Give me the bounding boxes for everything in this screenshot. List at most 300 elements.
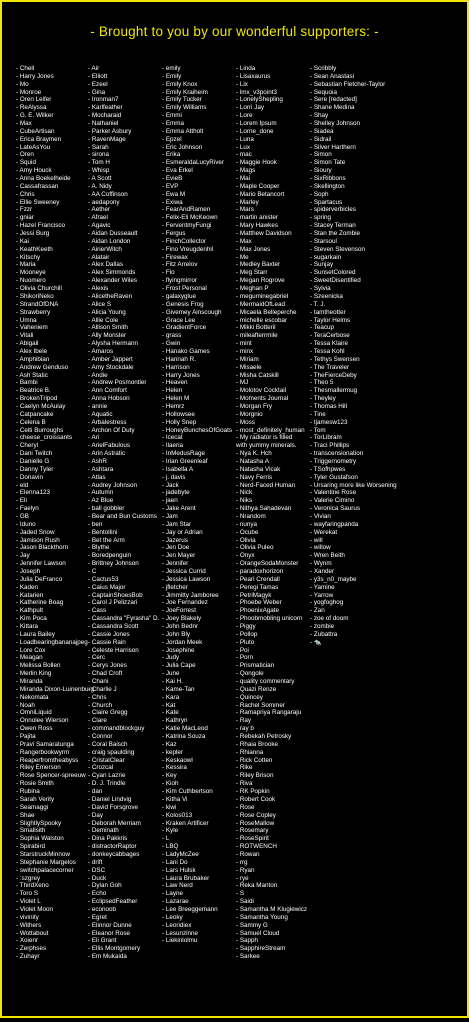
supporter-name: - Kathryn [162,717,188,725]
supporter-name: - TSofhpwes [310,465,346,473]
supporter-name: - Jay [16,552,30,560]
supporter-name: - BrokenTripod [16,395,58,403]
supporter-name: - Harrison [162,363,190,371]
supporter-name: - Lix [236,80,248,88]
supporter-name: - Ari [88,434,100,442]
supporter-name: - Law Nerd [162,882,193,890]
supporter-name: - transcensionation [310,450,364,458]
supporter-name: - Fitz Arrelov [162,261,198,269]
supporter-name: - Agavic [88,222,111,230]
supporter-name: - Celeste Harrison [88,646,139,654]
supporter-name: - AlicetheRaven [88,292,133,300]
supporter-name: - Beatrice B. [16,387,51,395]
supporter-name: - will [310,536,323,544]
supporter-name: - Allie Cole [88,316,119,324]
supporter-name: - Mocharaid [88,112,122,120]
supporter-name: - InMedusRage [162,450,206,458]
supporter-name: - Hanako Games [162,347,210,355]
supporter-name: - Jaded Snow [16,528,55,536]
supporter-name: - Sioury [310,167,332,175]
supporter-name: - Andie [88,371,108,379]
supporter-name: - Olivia Puleo [236,544,274,552]
supporter-name: - Rachel Sommer [236,701,285,709]
supporter-name: - Josephine [162,646,195,654]
supporter-name: - tamtheotter [310,308,346,316]
supporter-name: - tjamesw123 [310,418,348,426]
supporters-column-2 [88,65,158,961]
supporter-name: - Max Jones [236,245,271,253]
supporter-name: - Fzzr [16,206,33,214]
supporter-name: - Gwin [162,340,181,348]
supporter-name: - Sylvia [310,285,331,293]
supporter-name: - L [162,835,170,843]
supporter-name: - Shay [310,112,329,120]
supporter-name: - Judy [162,654,180,662]
supporter-name: - John Bednr [162,623,199,631]
supporter-name: - G. E. Wilker [16,112,54,120]
supporter-name: - Yarrow [310,591,334,599]
supporter-name: - Lorri Jay [236,104,264,112]
supporter-name: - Luna [236,135,254,143]
supporter-name: - Megan Rogrove [236,277,285,285]
supporter-name: - AirierWitch [88,245,122,253]
supporter-name: - EVP [162,182,179,190]
supporter-name: - Andrew Genduso [16,363,69,371]
supporter-name: - Exiwa [162,198,183,206]
supporter-name: - Kitha Vi [162,795,188,803]
supporter-name: - Kara [162,693,180,701]
supporter-name: - Karlfeather [88,104,123,112]
supporter-name: - Pearl Crendall [236,575,280,583]
supporter-name: - Caius Major [88,583,126,591]
supporter-name: - Arin Astratic [88,450,126,458]
supporter-name: - RoseMallow [236,819,275,827]
supporter-name: - Brittney Johnson [88,560,139,568]
supporter-name: - Tyler Gustafson [310,473,358,481]
supporter-name: - zombie [310,623,335,631]
supporter-name: - nunya [236,520,258,528]
supporter-name: - Jessi Burg [16,230,50,238]
supporter-name: - Gina [88,88,106,96]
supporter-name: - Sequoia [310,88,337,96]
supporter-name: - Arbalestress [88,418,127,426]
supporter-name: - Violet L [16,898,41,906]
supporter-name: - Porn [236,654,254,662]
supporter-name: - Sapph [236,937,259,945]
supporter-name: - Katherine Boag [16,599,64,607]
supporter-name: - Violet Moon [16,905,53,913]
supporter-name: - EvieB [162,175,183,183]
supporter-name: - RavenMage [88,135,126,143]
supporter-name: - ben [88,520,103,528]
supporter-name: - S [236,890,245,898]
supporter-name: - econoob [88,905,117,913]
supporter-name: - Owen Ross [16,725,53,733]
supporter-name: - Ellis Montgomery [88,945,141,953]
supporter-name: - Duck [88,874,107,882]
supporter-name: - Jamison Rush [16,536,60,544]
supporter-name: - Andrew Posmontier [88,379,147,387]
supporter-name: - Veronica Saurus [310,505,361,513]
supporter-name: - Charlie J [88,685,117,693]
supporter-name: - Catpancake [16,410,54,418]
supporter-name: - Sere [redacted] [310,96,357,104]
supporter-name: - Jimmitty Jamboree [162,591,219,599]
supporter-name: - Teacup [310,324,335,332]
supporter-name: - Elinnor Dunne [88,921,132,929]
supporter-name: - mint [236,340,252,348]
supporter-name: - SweetDisentified [310,277,361,285]
supporter-name: - Amy Houck [16,167,52,175]
supporter-name: - StrandOfDNA [16,300,59,308]
supporter-name: - Julia DeFranco [16,575,63,583]
supporter-name: - Ursaring more like Worsening [310,481,397,489]
supporter-name: - Katarien [16,591,44,599]
supporter-name: - Amy Stockdale [88,363,134,371]
supporter-name: - Epzel [162,135,182,143]
supporter-name: - Aidan Dusseault [88,230,138,238]
supporter-name: - Erika [162,151,181,159]
supporter-name: - kepler [162,748,183,756]
supporter-name: - Quazi Renze [236,685,277,693]
supporter-name: - craig spaulding [88,748,135,756]
supporter-name: - Melissa Bollen [16,662,61,670]
supporter-name: - Joey Blakely [162,615,202,623]
supporter-name: - Danny Tyler [16,465,54,473]
supporter-name: - flyingmirror [162,277,197,285]
supporter-name: - Leoridiex [162,921,192,929]
supporter-name: - jadebyte [162,489,190,497]
supporter-name: - Allison Smith [88,324,128,332]
supporter-name: - Cassandra "Fyrasha" D. [88,615,160,623]
supporter-name: - annie [88,402,108,410]
supporter-name: - spring [310,214,331,222]
supporter-name: - FerventmyFungi [162,222,212,230]
supporter-name: - Isabella A [162,465,194,473]
supporter-name: - Rhianna [236,748,264,756]
supporter-name: - Anna Boekelheide [16,175,71,183]
supporter-name: - Max [16,120,32,128]
supporter-name: - Natasha A [236,457,269,465]
supporter-name: - Kioh [162,780,179,788]
supporter-name: - Archon Of Duty [88,426,135,434]
supporter-name: - John Bly [162,630,190,638]
supporter-name: - ray b [236,725,254,733]
supporter-name: - Donavin [16,473,43,481]
supporter-name: - Mars [236,206,254,214]
supporter-name: - Celti Burroughs [16,426,64,434]
supporter-name: - Coral Baisch [88,740,128,748]
supporter-name: - Emily Tucker [162,96,202,104]
supporter-name: - rye [236,874,249,882]
supporter-name: - Rose [236,803,255,811]
supporter-name: - Harry Jones [16,72,54,80]
supporter-name: - Reaperfromtheabyss [16,756,79,764]
supporter-name: - Meg Starr [236,269,268,277]
supporter-name: - A. Nidy [88,182,112,190]
supporter-name: - Valentine Rose [310,489,357,497]
supporter-name: - EclipsedFeather [88,898,138,906]
supporter-name: - donkeycabbages [88,850,140,858]
supporter-name: - Laura Bailey [16,630,55,638]
supporter-name: - Moments Journal [236,395,289,403]
supporter-name: - Joe Fernandez [162,599,208,607]
supporter-name: - Riley Brison [236,772,274,780]
supporter-name: - Alice S [88,300,112,308]
supporter-name: - Wren Beith [310,552,345,560]
supporter-name: - Zan [310,607,325,615]
supporter-name: - Stephanie Margelos [16,858,76,866]
supporter-name: - Lore Cox [16,646,46,654]
supporter-name: - Parker Asbury [88,127,132,135]
supporter-name: - Rike [236,764,253,772]
supporter-name: - Rangerbookwyrm [16,748,70,756]
supporter-name: - HoneyBunchesOfGoats [162,426,233,434]
supporter-name: - Stacey Terman [310,222,356,230]
page-title: - Brought to you by our wonderful supporters: - [90,24,379,39]
supporter-name: - LonelyShepling [236,96,283,104]
supporter-name: - Pravi Samaratunga [16,740,74,748]
supporter-name: - Kyle [162,827,179,835]
supporter-name: - MermaidOfLead [236,300,285,308]
supporter-name: - switchpalacecorner [16,866,74,874]
supporter-name: - paradoxhorizon [236,568,284,575]
supporter-name: - AA Coffinson [88,190,128,198]
supporter-name: - Elliott [88,72,108,80]
supporter-name: - Samantha Young [236,913,288,921]
supporter-name: - Rick Cotten [236,756,273,764]
supporter-name: - sirona [88,151,109,159]
supporter-name: - Meghan P [236,285,269,293]
supporter-name: - Sidrail [310,135,332,143]
supporter-name: - Anna Hobson [88,395,130,403]
supporter-name: - Strawberry [16,308,51,316]
supporter-name: - Lorem Ipsum [236,120,277,128]
supporter-name: - sugarkain [310,253,342,261]
supporter-name: - Kai H. [162,678,183,686]
supporter-name: - Olivia Churchill [16,285,62,293]
supporter-name: - Caelyn McAulay [16,402,66,410]
supporter-name: - Nick [236,489,253,497]
supporters-column-5 [310,65,397,647]
supporter-name: - A Scott [88,175,112,183]
supporter-name: - j. davis [162,473,186,481]
supporter-name: - Nya K. Hch [236,450,272,458]
supporter-name: - Werekat [310,528,338,536]
supporter-name: - Kat [162,701,176,709]
supporter-name: - Miranda Dixon-Luinenburg [16,685,95,693]
supporter-name: - DSC [88,866,106,874]
supporter-name: - Maria [16,261,36,269]
supporter-name: - Tethys Swensen [310,355,360,363]
supporter-name: - galaxyglue [162,292,196,300]
supporter-name: - Morgnio [236,410,263,418]
supporter-name: - Me [236,253,249,261]
supporter-name: - Liekinlolmu [162,937,198,945]
supporter-name: - JoeForrest [162,607,196,615]
supporter-name: - Theo 5 [310,379,334,387]
supporter-name: - Genesis Frog [162,300,204,308]
supporter-name: - Lisaxaurus [236,72,271,80]
supporter-name: - Afrael [88,214,108,222]
supporter-name: - Steven Stevenson [310,245,365,253]
supporter-name: - Tine [310,410,326,418]
supporter-name: - Qongole [236,670,264,678]
supporter-name: - Hollowsee [162,410,195,418]
supporter-name: - Day [88,811,104,819]
supporter-name: - Traci Phillips [310,442,350,450]
supporter-name: - Cactus53 [88,575,119,583]
supporter-name: - Linda [236,65,256,72]
supporter-name: - Jen Doe [162,544,190,552]
supporter-name: - Ocube [236,528,259,536]
supporter-name: - Rebekah Petrosky [236,733,292,741]
supporter-name: - Helen [162,387,183,395]
supporter-name: - Chris [88,693,107,701]
supporter-name: - Theyley [310,395,336,403]
supporter-name: - Morgan Fry [236,402,273,410]
supporter-name: - My radiator is filled [236,434,293,442]
supporter-name: - Miranda [16,678,43,686]
supporter-name: - Cassandra Scott [88,623,139,631]
supporter-name: - EsmeraldaLucyRiver [162,159,224,167]
supporter-name: - Yamine [310,583,335,591]
supporter-name: - ArielFabulous [88,442,130,450]
supporter-name: - Bet the Arm [88,536,125,544]
supporter-name: - Loadbearingbananajpeg [16,638,88,646]
supporter-name: - Chris [16,190,35,198]
supporter-name: - Bentollini [88,528,118,536]
supporter-name: - Reka Manton [236,882,278,890]
supporter-name: - Egret [88,913,107,921]
supporter-name: - Nerd-Faced Human [236,481,296,489]
supporter-name: - Keskaowl [162,756,193,764]
supporter-name: - SunsetColored [310,269,356,277]
supporter-name: - commandblockguy [88,725,145,733]
supporter-name: - Piggy [236,623,256,631]
supporter-name: - Toro S [16,890,38,898]
supporter-name: - CristalClear [88,756,125,764]
supporter-name: - Skellington [310,182,345,190]
supporter-name: - Saidi [236,898,254,906]
supporter-name: - Squid [16,159,36,167]
supporter-name: - Jennifer Lawson [16,560,66,568]
supporter-name: - Rhaia Brooke [236,740,278,748]
supporter-name: - Noah [16,701,35,709]
supporter-name: - Carol J Pelizzari [88,599,138,607]
supporter-name: - Chani [88,678,109,686]
supporter-name: - ball gobbler [88,505,125,513]
supporter-name: - Fino Vreugdenhil [162,245,214,253]
supporter-name: - rrg [236,858,248,866]
supporter-name: - SixRibbons [310,175,346,183]
supporter-name: - Icecat [162,434,183,442]
supporter-name: - Moss [236,418,255,426]
supporter-name: - Samantha M Klugiewicz [236,905,308,913]
supporter-name: - Niks [236,497,253,505]
supporter-name: - Xander [310,568,335,575]
supporter-name: - TeraCerbose [310,332,350,340]
supporter-name: - Kim Poca [16,615,47,623]
supporter-name: - Mikki Botteril [236,324,276,332]
supporter-name: - Emily Knox [162,80,198,88]
supporter-name: - :szgrey [16,874,41,882]
supporter-name: - Ashtara [88,465,114,473]
supporter-name: - Sarah [88,143,109,151]
supporter-name: - Emily [162,72,182,80]
supporter-name: - Jordan Meek [162,638,203,646]
supporter-name: - Onyx [236,552,255,560]
supporter-name: - Chell [16,65,35,72]
supporter-name: - Mary Hawkes [236,222,278,230]
supporter-name: - Sunjay [310,261,334,269]
supporter-name: - Sarah Verity [16,795,55,803]
supporter-name: - zoe of doom [310,615,349,623]
supporter-name: - Marley [236,198,259,206]
supporter-name: - Sarkee [236,953,260,961]
supporter-name: - Erica Braymen [16,135,62,143]
supporter-name: - Emmi [162,112,182,120]
supporter-name: - 🐀 [310,638,322,646]
supporter-name: - Maggie Hook [236,159,277,167]
supporter-name: - Ramapriya Rangaraju [236,709,302,717]
supporter-name: - Scribbly [310,65,337,72]
supporter-name: - Samuel Cloud [236,929,280,937]
supporter-name: - Dani Twitch [16,450,53,458]
supporter-name: - Merlin King [16,670,52,678]
supporter-name: - Sean Anastasi [310,72,355,80]
supporter-name: - Emily Williams [162,104,207,112]
supporter-name: - Hazel Francisco [16,222,65,230]
supporter-name: - ShikoriNeko [16,292,54,300]
supporter-name: - quality commentary [236,678,295,686]
supporter-name: - Kim Cuthbertson [162,788,213,796]
supporter-name: - Church [88,701,113,709]
supporter-name: - Quincey [236,693,263,701]
supporter-name: - ThirdXeno [16,882,49,890]
supporter-name: - Cassie Jones [88,630,130,638]
supporter-name: - Tessa Klaire [310,340,349,348]
supporter-name: - OmniLiquid [16,709,52,717]
supporter-name: - Cyan Lazrie [88,772,126,780]
supporter-name: - FearAndRamen [162,206,211,214]
supporter-name: - Tom [310,426,326,434]
supporter-name: - Ann Comfort [88,387,127,395]
supporter-name: - emily [162,65,181,72]
supporter-name: - Vitali [16,332,34,340]
supporters-column-4 [236,65,308,961]
supporter-name: - Irian Greenleaf [162,457,208,465]
supporter-name: - Hannah R. [162,355,196,363]
supporter-name: - GB [16,512,29,520]
supporter-name: - mac [236,151,252,159]
supporter-name: - Key [162,772,177,780]
supporter-name: - Rosemary [236,827,269,835]
supporter-name: - Laura Brubaker [162,874,210,882]
supporter-name: - LadyMcZee [162,850,199,858]
supporter-name: - Mooneye [16,269,46,277]
supporter-name: - Alexis [88,285,109,293]
supporter-name: - drift [88,858,103,866]
supporter-name: - Pollop [236,630,258,638]
supporter-name: - Kaz [162,740,177,748]
supporter-name: - Harry Jones [162,371,200,379]
supporter-name: - Cassafrassan [16,182,59,190]
supporter-name: - Lars Hulsk [162,866,196,874]
supporter-name: - meguminegabriel [236,292,289,300]
supporter-name: - Layne [162,890,184,898]
supporter-name: - ReAlyssa [16,104,47,112]
